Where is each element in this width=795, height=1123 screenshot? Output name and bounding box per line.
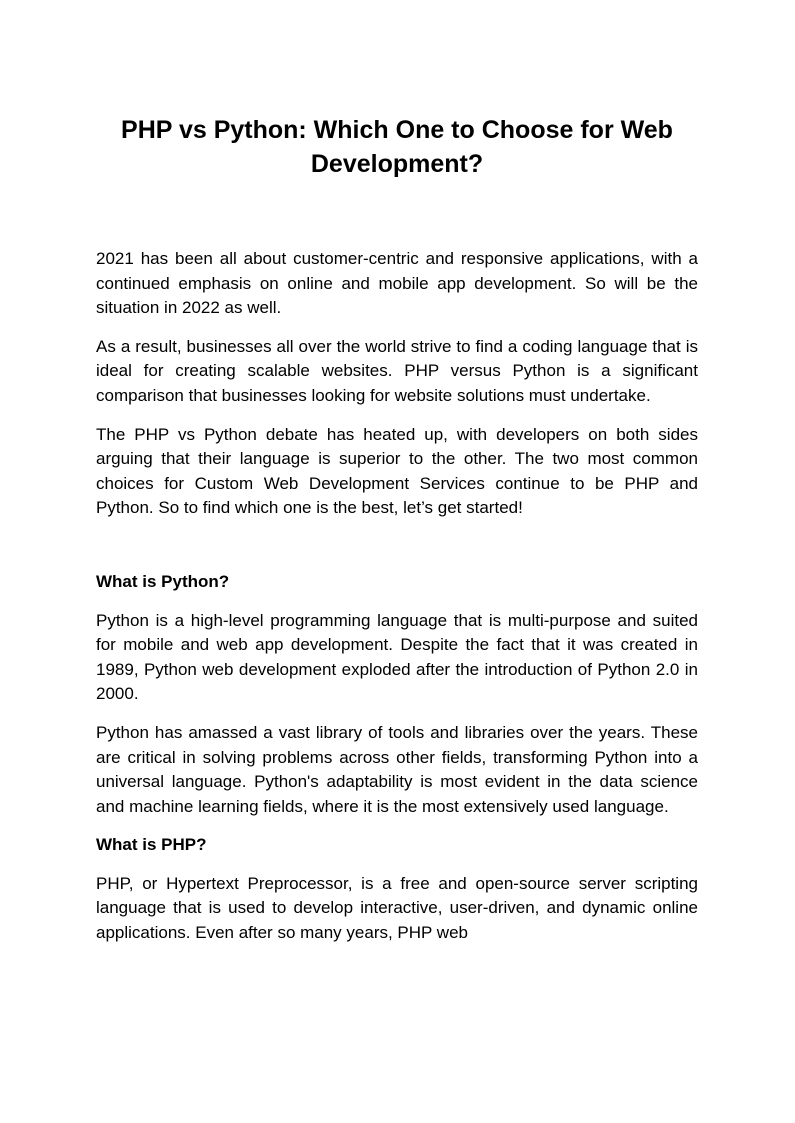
section-heading-python: What is Python? — [96, 571, 230, 591]
section-php — [96, 833, 698, 945]
section-heading-php: What is PHP? — [96, 835, 207, 855]
document-title: PHP vs Python: Which One to Choose for Web Development? — [121, 116, 673, 178]
section-spacer — [96, 535, 698, 570]
intro-paragraph: As a result, businesses all over the world strive to find a coding language that is ideal for creating scalable websites. PHP versus Python is a significant comparison that businesses looking for website solutions must undertake. — [96, 336, 698, 405]
intro-section — [96, 247, 698, 521]
section-paragraph: PHP, or Hypertext Preprocessor, is a free and open-source server scripting language that is used to develop interactive, user-driven, and dynamic online applications. Even after so many years, PHP web — [96, 873, 698, 943]
section-paragraph: Python has amassed a vast library of tools and libraries over the years. These are critical in solving problems across other fields, transforming Python into a universal language. Python's adaptability is most evident in the data science and machine learning fields, where it is the most extensively used language. — [96, 722, 698, 816]
intro-paragraph: 2021 has been all about customer-centric and responsive applications, with a continued emphasis on online and mobile app development. So will be the situation in 2022 as well. — [96, 249, 698, 318]
section-paragraph: Python is a high-level programming language that is multi-purpose and suited for mobile and web app development. Despite the fact that it was created in 1989, Python web development exploded after the introduction of Python 2.0 in 2000. — [96, 610, 698, 704]
intro-paragraph: The PHP vs Python debate has heated up, with developers on both sides arguing that their language is superior to the other. The two most common choices for Custom Web Development Services continue to be PHP and Python. So to find which one is the best, let’s get started! — [96, 424, 698, 518]
section-python — [96, 570, 698, 819]
document-content — [96, 113, 698, 960]
